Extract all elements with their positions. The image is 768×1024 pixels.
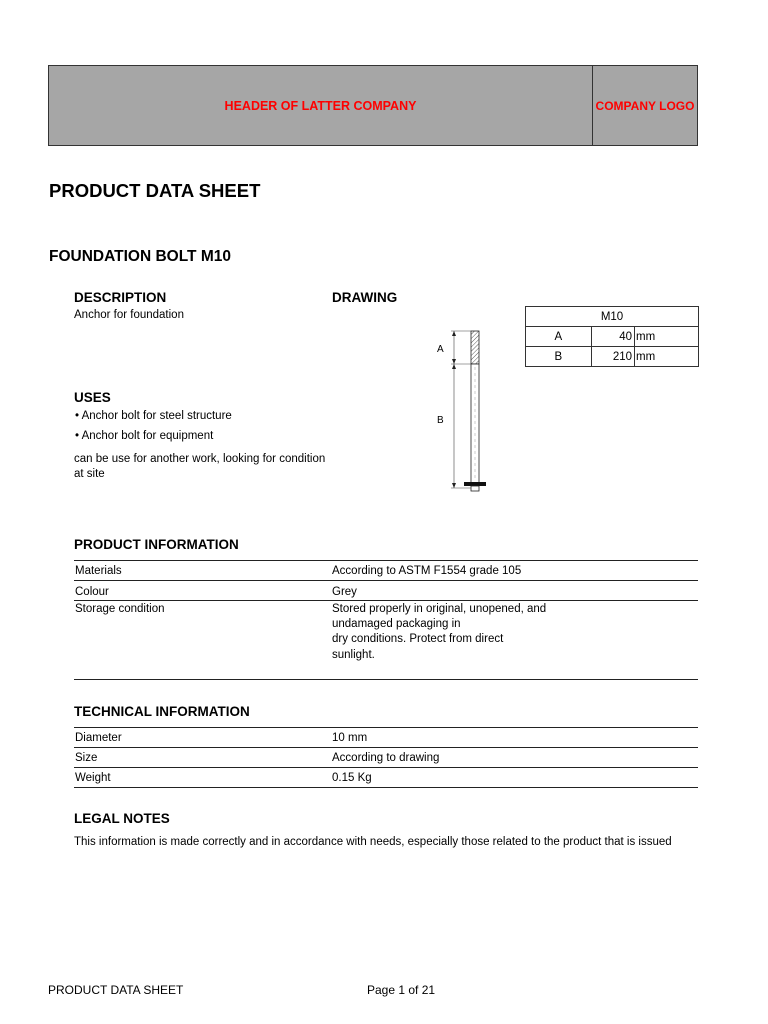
product-name: FOUNDATION BOLT M10: [49, 248, 231, 265]
dim-arrow: [452, 331, 456, 336]
divider: [74, 787, 698, 788]
dimensions-table: [525, 306, 699, 367]
table-row: [526, 327, 699, 347]
letterhead-company-header: HEADER OF LATTER COMPANY: [224, 98, 417, 113]
info-value: According to ASTM F1554 grade 105: [332, 565, 522, 577]
info-label: Storage condition: [75, 603, 165, 615]
bolt-anchor-plate: [464, 482, 486, 486]
list-item: [75, 430, 213, 442]
bullet-icon: •: [75, 410, 80, 422]
legal-notes-text: This information is made correctly and in accordance with needs, especially those related to the product that is issued: [74, 836, 672, 848]
dim-arrow: [452, 364, 456, 369]
uses-note-line: can be use for another work, looking for condition: [74, 453, 326, 465]
info-label: Diameter: [75, 732, 122, 744]
page-number: Page 1 of 21: [367, 983, 436, 997]
dim-arrow: [452, 359, 456, 364]
drawing-heading: DRAWING: [332, 290, 398, 305]
letterhead: [48, 65, 698, 146]
info-value: Grey: [332, 586, 357, 598]
info-label: Materials: [75, 565, 122, 577]
info-label: Size: [75, 752, 98, 764]
technical-information-heading: TECHNICAL INFORMATION: [74, 704, 250, 719]
uses-item-text: Anchor bolt for equipment: [81, 430, 214, 442]
uses-note-line: at site: [74, 468, 105, 480]
divider: [74, 679, 698, 680]
dim-name: A: [526, 327, 592, 347]
info-value: According to drawing: [332, 752, 440, 764]
bolt-thread-section: [471, 331, 479, 364]
description-text: Anchor for foundation: [74, 309, 184, 321]
table-row: [526, 347, 699, 367]
list-item: [75, 410, 232, 422]
info-value-line: Stored properly in original, unopened, and: [332, 603, 547, 615]
dim-value: 40: [591, 327, 634, 347]
info-value-line: dry conditions. Protect from direct: [332, 633, 504, 645]
dim-unit: mm: [635, 327, 699, 347]
uses-heading: USES: [74, 390, 111, 405]
divider: [74, 580, 698, 581]
product-information-heading: PRODUCT INFORMATION: [74, 537, 239, 552]
company-logo: COMPANY LOGO: [592, 66, 697, 145]
dim-value: 210: [591, 347, 634, 367]
info-label: Colour: [75, 586, 109, 598]
bullet-icon: •: [75, 430, 80, 442]
description-heading: DESCRIPTION: [74, 290, 167, 305]
dimensions-header: M10: [526, 307, 699, 327]
dim-unit: mm: [635, 347, 699, 367]
info-value-line: undamaged packaging in: [332, 618, 461, 630]
page-title: PRODUCT DATA SHEET: [49, 180, 261, 201]
divider: [74, 747, 698, 748]
info-label: Weight: [75, 772, 111, 784]
drawing-label-b: B: [437, 415, 444, 426]
divider: [74, 767, 698, 768]
legal-notes-heading: LEGAL NOTES: [74, 811, 170, 826]
divider: [74, 727, 698, 728]
drawing-label-a: A: [437, 344, 444, 355]
dim-name: B: [526, 347, 592, 367]
dim-arrow: [452, 483, 456, 488]
bolt-end: [471, 486, 479, 491]
info-value: 0.15 Kg: [332, 772, 372, 784]
divider: [74, 560, 698, 561]
bolt-drawing: [425, 325, 495, 495]
divider: [74, 600, 698, 601]
footer-title: PRODUCT DATA SHEET: [48, 983, 184, 997]
info-value: 10 mm: [332, 732, 368, 744]
info-value-line: sunlight.: [332, 649, 375, 661]
uses-item-text: Anchor bolt for steel structure: [81, 410, 232, 422]
